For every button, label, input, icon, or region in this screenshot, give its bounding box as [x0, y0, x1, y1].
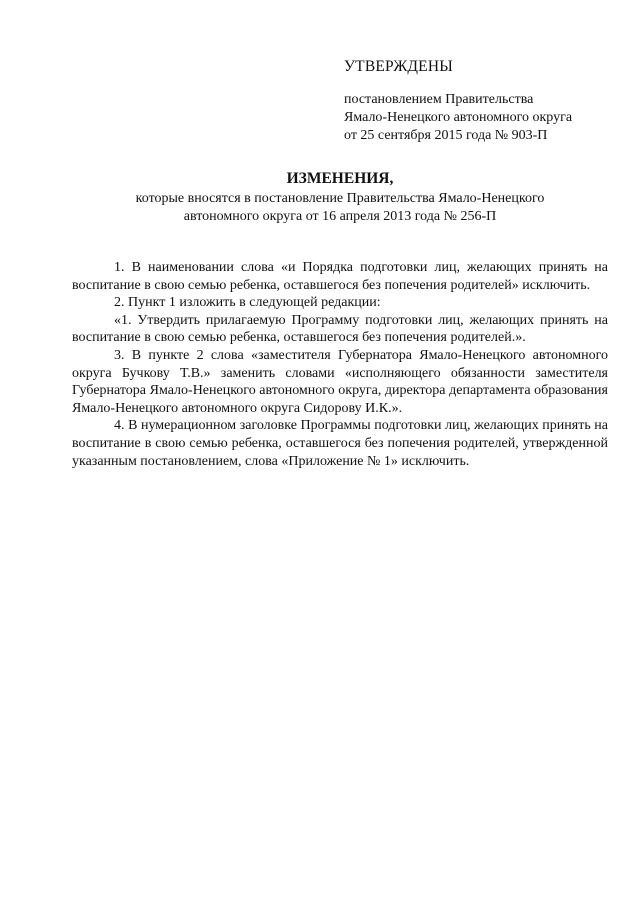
document-body: [72, 259, 608, 470]
approval-heading: УТВЕРЖДЕНЫ: [344, 58, 453, 75]
approval-line: постановлением Правительства: [344, 92, 534, 107]
paragraph-2-quote: «1. Утвердить прилагаемую Программу подготовки лиц, желающих принять на воспитание в свою семью ребенка, оставшегося без попечения родителей.».: [72, 312, 608, 346]
document-title-block: [70, 170, 610, 226]
paragraph-3: 3. В пункте 2 слова «заместителя Губернатора Ямало-Ненецкого автономного округа Бучкову Т.В.» заменить словами «исполняющего обязанности заместителя Губернатора Ямало-Ненецкого автономного округа, директора департамента образования Ямало-Ненецкого автономного округа Сидорову И.К.».: [72, 347, 608, 416]
approval-block: [344, 58, 634, 145]
approval-line: от 25 сентября 2015 года № 903-П: [344, 128, 548, 143]
paragraph-2: 2. Пункт 1 изложить в следующей редакции:: [114, 295, 381, 311]
document-subtitle-line: автономного округа от 16 апреля 2013 года № 256-П: [183, 209, 497, 224]
paragraph-4: 4. В нумерационном заголовке Программы подготовки лиц, желающих принять на воспитание в свою семью ребенка, оставшегося без попечения родителей, утвержденной указанным постановлением, слова «Приложение № 1» исключить.: [72, 418, 608, 469]
paragraph-1: 1. В наименовании слова «и Порядка подготовки лиц, желающих принять на воспитание в свою семью ребенка, оставшегося без попечения родителей» исключить.: [72, 260, 608, 293]
approval-line: Ямало-Ненецкого автономного округа: [344, 110, 573, 125]
document-title: ИЗМЕНЕНИЯ,: [286, 170, 394, 187]
document-subtitle-line: которые вносятся в постановление Правительства Ямало-Ненецкого: [135, 191, 545, 206]
